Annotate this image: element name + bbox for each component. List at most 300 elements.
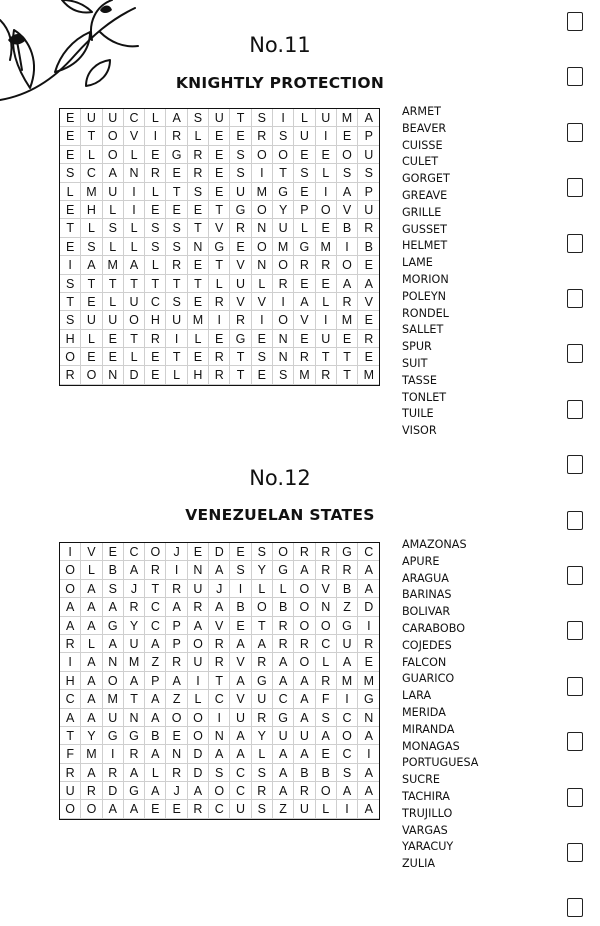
grid-cell[interactable]: R [316,366,337,384]
grid-cell[interactable]: V [294,311,315,329]
grid-cell[interactable]: R [252,782,273,800]
grid-cell[interactable]: I [337,800,358,818]
grid-cell[interactable]: H [145,311,166,329]
grid-cell[interactable]: V [230,690,251,708]
grid-cell[interactable]: L [124,219,145,237]
grid-cell[interactable]: T [230,366,251,384]
grid-cell[interactable]: A [145,745,166,763]
grid-cell[interactable]: T [166,348,187,366]
grid-cell[interactable]: R [60,635,81,653]
grid-cell[interactable]: R [188,146,209,164]
grid-cell[interactable]: A [337,275,358,293]
grid-cell[interactable]: A [81,617,102,635]
grid-cell[interactable]: V [230,653,251,671]
grid-cell[interactable]: V [230,256,251,274]
checkbox[interactable] [567,289,583,308]
grid-cell[interactable]: T [316,348,337,366]
grid-cell[interactable]: E [358,348,379,366]
grid-cell[interactable]: R [145,561,166,579]
grid-cell[interactable]: O [60,800,81,818]
grid-cell[interactable]: C [145,617,166,635]
grid-cell[interactable]: M [337,672,358,690]
grid-cell[interactable]: L [145,183,166,201]
grid-cell[interactable]: O [316,617,337,635]
grid-cell[interactable]: E [188,201,209,219]
grid-cell[interactable]: A [81,690,102,708]
grid-cell[interactable]: T [188,219,209,237]
grid-cell[interactable]: A [252,635,273,653]
grid-cell[interactable]: E [103,543,124,561]
grid-cell[interactable]: A [294,293,315,311]
checkbox[interactable] [567,344,583,363]
grid-cell[interactable]: O [273,256,294,274]
grid-cell[interactable]: U [294,800,315,818]
grid-cell[interactable]: R [81,782,102,800]
grid-cell[interactable]: A [103,635,124,653]
checkbox[interactable] [567,732,583,751]
grid-cell[interactable]: E [230,238,251,256]
grid-cell[interactable]: C [209,800,230,818]
grid-cell[interactable]: C [337,745,358,763]
grid-cell[interactable]: S [337,764,358,782]
grid-cell[interactable]: S [166,238,187,256]
grid-cell[interactable]: N [316,598,337,616]
grid-cell[interactable]: E [60,146,81,164]
grid-cell[interactable]: V [124,127,145,145]
grid-cell[interactable]: S [166,219,187,237]
grid-cell[interactable]: A [230,745,251,763]
grid-cell[interactable]: A [358,580,379,598]
grid-cell[interactable]: R [252,127,273,145]
grid-cell[interactable]: E [252,330,273,348]
grid-cell[interactable]: L [294,219,315,237]
grid-cell[interactable]: E [230,617,251,635]
grid-cell[interactable]: G [294,238,315,256]
grid-cell[interactable]: T [209,672,230,690]
grid-cell[interactable]: L [209,275,230,293]
grid-cell[interactable]: R [358,635,379,653]
grid-cell[interactable]: O [209,782,230,800]
grid-cell[interactable]: V [252,293,273,311]
grid-cell[interactable]: Y [273,201,294,219]
grid-cell[interactable]: M [124,653,145,671]
grid-cell[interactable]: T [124,275,145,293]
grid-cell[interactable]: E [209,330,230,348]
grid-cell[interactable]: A [273,672,294,690]
grid-cell[interactable]: B [337,580,358,598]
grid-cell[interactable]: F [316,690,337,708]
grid-cell[interactable]: S [60,164,81,182]
grid-cell[interactable]: R [166,127,187,145]
grid-cell[interactable]: S [337,164,358,182]
grid-cell[interactable]: L [124,238,145,256]
grid-cell[interactable]: A [230,672,251,690]
grid-cell[interactable]: C [316,635,337,653]
grid-cell[interactable]: S [209,764,230,782]
grid-cell[interactable]: A [209,598,230,616]
grid-cell[interactable]: A [103,164,124,182]
grid-cell[interactable]: T [60,219,81,237]
grid-cell[interactable]: A [273,745,294,763]
grid-cell[interactable]: T [230,348,251,366]
grid-cell[interactable]: A [60,598,81,616]
grid-cell[interactable]: A [145,782,166,800]
grid-cell[interactable]: S [252,109,273,127]
grid-cell[interactable]: S [230,164,251,182]
grid-cell[interactable]: A [124,672,145,690]
grid-cell[interactable]: M [103,256,124,274]
grid-cell[interactable]: E [209,127,230,145]
grid-cell[interactable]: U [188,580,209,598]
grid-cell[interactable]: S [358,164,379,182]
grid-cell[interactable]: R [294,543,315,561]
grid-cell[interactable]: G [103,727,124,745]
grid-cell[interactable]: T [209,256,230,274]
grid-cell[interactable]: S [60,311,81,329]
grid-cell[interactable]: O [60,580,81,598]
grid-cell[interactable]: U [230,709,251,727]
grid-cell[interactable]: J [166,543,187,561]
grid-cell[interactable]: O [252,598,273,616]
grid-cell[interactable]: R [209,348,230,366]
grid-cell[interactable]: D [103,782,124,800]
checkbox[interactable] [567,455,583,474]
grid-cell[interactable]: V [209,219,230,237]
grid-cell[interactable]: E [145,366,166,384]
grid-cell[interactable]: J [209,580,230,598]
grid-cell[interactable]: U [230,183,251,201]
grid-cell[interactable]: L [252,580,273,598]
grid-cell[interactable]: S [252,764,273,782]
grid-cell[interactable]: R [358,330,379,348]
grid-cell[interactable]: L [81,561,102,579]
grid-cell[interactable]: I [273,109,294,127]
grid-cell[interactable]: U [209,109,230,127]
grid-cell[interactable]: A [81,764,102,782]
grid-cell[interactable]: R [166,256,187,274]
grid-cell[interactable]: S [252,800,273,818]
grid-cell[interactable]: O [60,348,81,366]
grid-cell[interactable]: N [273,330,294,348]
grid-cell[interactable]: Z [145,653,166,671]
grid-cell[interactable]: B [316,764,337,782]
grid-cell[interactable]: A [145,635,166,653]
checkbox[interactable] [567,511,583,530]
grid-cell[interactable]: E [316,745,337,763]
grid-cell[interactable]: U [252,690,273,708]
grid-cell[interactable]: N [103,653,124,671]
grid-cell[interactable]: R [145,164,166,182]
grid-cell[interactable]: U [316,109,337,127]
grid-cell[interactable]: R [273,275,294,293]
grid-cell[interactable]: J [166,782,187,800]
grid-cell[interactable]: M [273,238,294,256]
grid-cell[interactable]: O [337,727,358,745]
grid-cell[interactable]: O [188,635,209,653]
grid-cell[interactable]: O [273,146,294,164]
checkbox[interactable] [567,178,583,197]
grid-cell[interactable]: O [337,256,358,274]
grid-cell[interactable]: O [145,543,166,561]
grid-cell[interactable]: U [358,146,379,164]
grid-cell[interactable]: L [316,293,337,311]
grid-cell[interactable]: I [124,183,145,201]
grid-cell[interactable]: I [166,561,187,579]
grid-cell[interactable]: R [209,366,230,384]
grid-cell[interactable]: E [60,127,81,145]
grid-cell[interactable]: D [358,598,379,616]
grid-cell[interactable]: A [145,709,166,727]
grid-cell[interactable]: O [81,800,102,818]
grid-cell[interactable]: R [188,598,209,616]
grid-cell[interactable]: C [358,543,379,561]
grid-cell[interactable]: I [188,672,209,690]
grid-cell[interactable]: T [337,366,358,384]
grid-cell[interactable]: L [252,745,273,763]
grid-cell[interactable]: P [294,201,315,219]
grid-cell[interactable]: N [103,366,124,384]
grid-cell[interactable]: T [81,127,102,145]
grid-cell[interactable]: A [188,782,209,800]
grid-cell[interactable]: E [294,183,315,201]
grid-cell[interactable]: D [188,745,209,763]
grid-cell[interactable]: A [81,256,102,274]
grid-cell[interactable]: A [81,709,102,727]
grid-cell[interactable]: A [294,672,315,690]
grid-cell[interactable]: F [60,745,81,763]
grid-cell[interactable]: R [166,764,187,782]
grid-cell[interactable]: R [358,219,379,237]
grid-cell[interactable]: G [273,183,294,201]
grid-cell[interactable]: A [81,672,102,690]
grid-cell[interactable]: G [103,617,124,635]
grid-cell[interactable]: L [188,690,209,708]
grid-cell[interactable]: T [209,201,230,219]
checkbox[interactable] [567,898,583,917]
grid-cell[interactable]: B [337,219,358,237]
grid-cell[interactable]: A [60,617,81,635]
grid-cell[interactable]: Z [166,690,187,708]
grid-cell[interactable]: G [209,238,230,256]
grid-cell[interactable]: M [188,311,209,329]
grid-cell[interactable]: E [188,348,209,366]
grid-cell[interactable]: H [60,672,81,690]
grid-cell[interactable]: E [188,543,209,561]
checkbox[interactable] [567,566,583,585]
grid-cell[interactable]: O [252,201,273,219]
grid-cell[interactable]: I [209,709,230,727]
grid-cell[interactable]: A [273,782,294,800]
grid-cell[interactable]: O [166,709,187,727]
grid-cell[interactable]: O [103,672,124,690]
grid-cell[interactable]: E [358,256,379,274]
grid-cell[interactable]: U [316,330,337,348]
grid-cell[interactable]: V [230,293,251,311]
checkbox[interactable] [567,843,583,862]
grid-cell[interactable]: E [60,238,81,256]
grid-cell[interactable]: I [316,127,337,145]
grid-cell[interactable]: C [60,690,81,708]
grid-cell[interactable]: L [273,580,294,598]
checkbox[interactable] [567,12,583,31]
grid-cell[interactable]: C [337,709,358,727]
grid-cell[interactable]: N [188,561,209,579]
grid-cell[interactable]: A [60,709,81,727]
grid-cell[interactable]: L [60,183,81,201]
grid-cell[interactable]: R [316,561,337,579]
grid-cell[interactable]: O [337,146,358,164]
grid-cell[interactable]: E [358,653,379,671]
grid-cell[interactable]: U [166,311,187,329]
grid-cell[interactable]: I [60,543,81,561]
grid-cell[interactable]: U [124,293,145,311]
grid-cell[interactable]: A [294,709,315,727]
grid-cell[interactable]: E [209,164,230,182]
grid-cell[interactable]: I [124,201,145,219]
grid-cell[interactable]: B [145,727,166,745]
grid-cell[interactable]: S [103,219,124,237]
grid-cell[interactable]: R [316,543,337,561]
checkbox[interactable] [567,67,583,86]
grid-cell[interactable]: R [124,598,145,616]
grid-cell[interactable]: T [60,727,81,745]
grid-cell[interactable]: L [81,330,102,348]
grid-cell[interactable]: S [294,164,315,182]
grid-cell[interactable]: A [273,653,294,671]
grid-cell[interactable]: M [358,366,379,384]
grid-cell[interactable]: C [230,764,251,782]
grid-cell[interactable]: R [230,219,251,237]
grid-cell[interactable]: I [337,238,358,256]
grid-cell[interactable]: E [358,311,379,329]
grid-cell[interactable]: I [60,653,81,671]
grid-cell[interactable]: A [273,764,294,782]
grid-cell[interactable]: B [358,238,379,256]
grid-cell[interactable]: T [81,275,102,293]
grid-cell[interactable]: I [252,164,273,182]
grid-cell[interactable]: T [166,183,187,201]
grid-cell[interactable]: A [294,690,315,708]
grid-cell[interactable]: L [316,800,337,818]
grid-cell[interactable]: L [103,293,124,311]
grid-cell[interactable]: U [230,275,251,293]
grid-cell[interactable]: Y [124,617,145,635]
grid-cell[interactable]: A [166,672,187,690]
grid-cell[interactable]: R [209,653,230,671]
grid-cell[interactable]: S [145,219,166,237]
grid-cell[interactable]: I [358,617,379,635]
grid-cell[interactable]: E [294,275,315,293]
grid-cell[interactable]: M [81,183,102,201]
grid-cell[interactable]: E [166,727,187,745]
grid-cell[interactable]: U [60,782,81,800]
grid-cell[interactable]: E [103,330,124,348]
grid-cell[interactable]: L [145,764,166,782]
checkbox[interactable] [567,788,583,807]
grid-cell[interactable]: C [124,543,145,561]
grid-cell[interactable]: V [358,293,379,311]
grid-cell[interactable]: A [294,745,315,763]
grid-cell[interactable]: N [273,348,294,366]
grid-cell[interactable]: S [60,275,81,293]
grid-cell[interactable]: M [294,366,315,384]
grid-cell[interactable]: A [124,561,145,579]
grid-cell[interactable]: R [145,330,166,348]
grid-cell[interactable]: I [316,183,337,201]
grid-cell[interactable]: U [81,109,102,127]
grid-cell[interactable]: E [145,348,166,366]
grid-cell[interactable]: R [124,745,145,763]
grid-cell[interactable]: E [166,800,187,818]
grid-cell[interactable]: T [124,690,145,708]
grid-cell[interactable]: N [188,238,209,256]
grid-cell[interactable]: O [124,311,145,329]
grid-cell[interactable]: D [188,764,209,782]
grid-cell[interactable]: S [316,709,337,727]
grid-cell[interactable]: P [145,672,166,690]
grid-cell[interactable]: N [209,727,230,745]
grid-cell[interactable]: T [60,293,81,311]
checkbox[interactable] [567,621,583,640]
grid-cell[interactable]: L [81,635,102,653]
grid-cell[interactable]: S [252,543,273,561]
grid-cell[interactable]: P [166,635,187,653]
grid-cell[interactable]: A [358,109,379,127]
grid-cell[interactable]: G [166,146,187,164]
grid-cell[interactable]: U [230,800,251,818]
grid-cell[interactable]: R [230,311,251,329]
grid-cell[interactable]: T [124,330,145,348]
grid-cell[interactable]: T [230,109,251,127]
checkbox[interactable] [567,234,583,253]
grid-cell[interactable]: T [188,275,209,293]
grid-cell[interactable]: Y [81,727,102,745]
grid-cell[interactable]: O [273,543,294,561]
grid-cell[interactable]: E [166,201,187,219]
grid-cell[interactable]: G [337,617,358,635]
grid-cell[interactable]: O [273,311,294,329]
grid-cell[interactable]: B [273,598,294,616]
grid-cell[interactable]: L [145,109,166,127]
grid-cell[interactable]: R [166,580,187,598]
grid-cell[interactable]: N [252,256,273,274]
grid-cell[interactable]: A [294,561,315,579]
grid-cell[interactable]: N [358,709,379,727]
grid-cell[interactable]: A [337,782,358,800]
grid-cell[interactable]: O [188,727,209,745]
grid-cell[interactable]: A [316,727,337,745]
grid-cell[interactable]: G [124,782,145,800]
grid-cell[interactable]: R [209,293,230,311]
checkbox[interactable] [567,677,583,696]
grid-cell[interactable]: N [252,219,273,237]
grid-cell[interactable]: D [209,543,230,561]
grid-cell[interactable]: A [81,653,102,671]
grid-cell[interactable]: B [103,561,124,579]
grid-cell[interactable]: R [273,617,294,635]
grid-cell[interactable]: E [188,256,209,274]
grid-cell[interactable]: N [124,709,145,727]
grid-cell[interactable]: T [166,275,187,293]
grid-cell[interactable]: U [81,311,102,329]
grid-cell[interactable]: A [209,561,230,579]
grid-cell[interactable]: R [188,164,209,182]
grid-cell[interactable]: Y [252,727,273,745]
grid-cell[interactable]: U [273,219,294,237]
grid-cell[interactable]: R [316,672,337,690]
grid-cell[interactable]: E [337,330,358,348]
grid-cell[interactable]: M [316,238,337,256]
